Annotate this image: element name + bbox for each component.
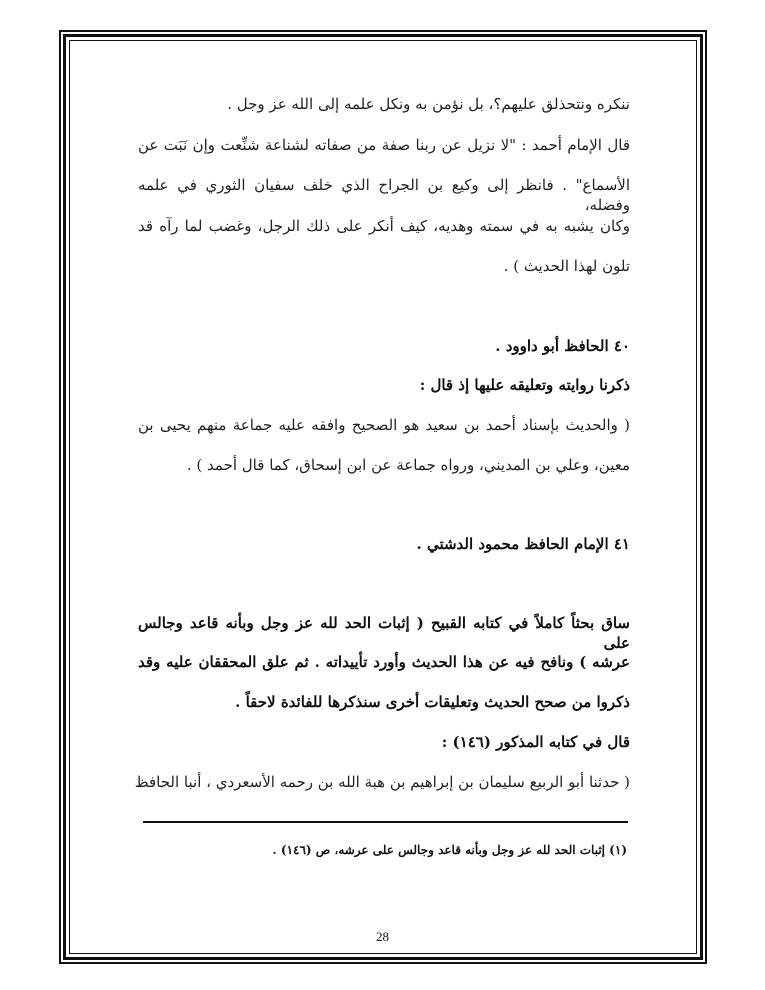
text-line: ذكروا من صحح الحديث وتعليقات أخرى سنذكرها للفائدة لاحقاً .	[235, 693, 630, 711]
text-line: تلون لهذا الحديث ) .	[503, 257, 630, 275]
text-line: ( والحديث بإسناد أحمد بن سعيد هو الصحيح وافقه عليه جماعة منهم يحيى بن	[138, 416, 630, 434]
text-line: ذكرنا روايته وتعليقه عليها إذ قال :	[419, 376, 630, 394]
text-line: عرشه ) ونافح فيه عن هذا الحديث وأورد تأييداته . ثم علق المحققان عليه وقد	[138, 653, 630, 671]
text-line: قال في كتابه المذكور (١٤٦) :	[441, 733, 630, 751]
section-heading: ٤٠ الحافظ أبو داوود .	[495, 337, 630, 355]
text-line: الأسماع" . فانظر إلى وكيع بن الجراح الذي خلف سفيان الثوري في علمه وفضله،	[138, 176, 630, 214]
section-heading: ٤١ الإمام الحافظ محمود الدشتي .	[416, 535, 630, 553]
text-line: وكان يشبه به في سمته وهديه، كيف أنكر على ذلك الرجل، وغضب لما رآه قد	[138, 217, 630, 235]
text-line: ساق بحثاً كاملاً في كتابه القبيح ( إثبات الحد لله عز وجل وبأنه قاعد وجالس على	[138, 614, 630, 652]
text-line: ( حدثنا أبو الربيع سليمان بن إبراهيم بن هبة الله بن رحمه الأسعردي ، أنبا الحافظ	[134, 773, 630, 791]
footnote: (١) إثبات الحد لله عز وجل وبأنه قاعد وجالس على عرشه، ص (١٤٦) .	[272, 843, 627, 857]
text-line: قال الإمام أحمد : "لا نزيل عن ربنا صفة من صفاته لشناعة شنِّعت وإن نَبَت عن	[138, 136, 630, 154]
page-number: 28	[376, 929, 389, 944]
footnote-divider	[143, 821, 628, 823]
text-line: ننكره ونتحذلق عليهم؟، بل نؤمن به ونكل علمه إلى الله عز وجل .	[227, 95, 630, 113]
text-line: معين، وعلي بن المديني، ورواه جماعة عن ابن إسحاق، كما قال أحمد ) .	[186, 456, 630, 474]
